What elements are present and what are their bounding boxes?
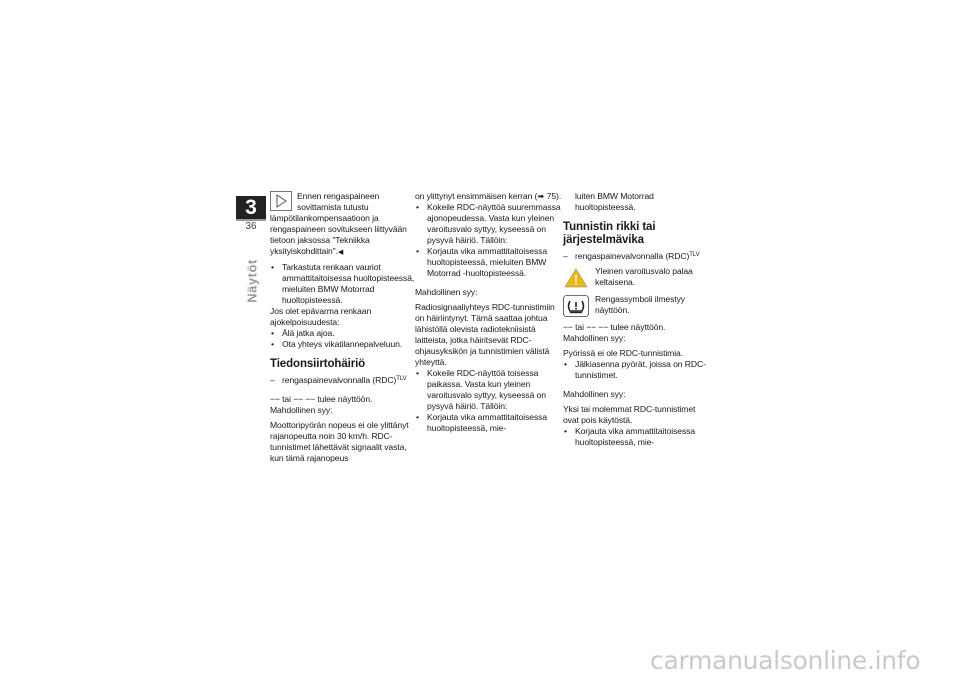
variant-sup: TLV — [396, 376, 407, 382]
display-line: −− tai −− −− tulee näyttöön. — [270, 394, 373, 404]
note-body-text: lämpötilankompensaatioon ja rengaspaineen sovitukseen liittyvään tietoon jaksossa "Tekniikka yksityiskohdittain". — [270, 213, 407, 256]
list-item: • Ota yhteys vikatilannepalveluun. — [270, 339, 420, 350]
chapter-tab — [236, 196, 266, 234]
list-item: • Kokeile RDC-näyttöä suuremmassa ajonopeudessa. Vasta kun yleinen varoitusvalo syttyy, kyseessä on pysyvä häiriö. Tällöin: — [415, 202, 565, 246]
list-item: • Älä jatka ajoa. — [270, 328, 420, 339]
list-item: • Korjauta vika ammattitaitoisessa huoltopisteessä, mie- — [415, 412, 565, 434]
warning-block — [563, 266, 713, 290]
play-triangle-icon — [270, 191, 292, 211]
dash-mark: – — [270, 375, 275, 385]
chapter-title: Näytöt — [244, 259, 260, 303]
note-block — [270, 191, 420, 213]
paragraph: on ylittynyt ensimmäisen kerran (➠ 75). — [415, 191, 562, 201]
cause-label: Mahdollinen syy: — [563, 333, 626, 343]
paragraph: luiten BMW Motorrad huoltopisteessä. — [575, 191, 654, 212]
page-number: 36 — [245, 221, 257, 232]
note-line-1: Ennen rengaspaineen — [297, 191, 380, 201]
cause-label: Mahdollinen syy: — [563, 389, 626, 399]
tyre-block — [563, 294, 713, 318]
note-line-2: sovittamista tutustu — [297, 202, 369, 212]
variant-label: rengaspainevalvonnalla (RDC) — [575, 251, 690, 261]
dash-mark: – — [563, 251, 568, 261]
cause-text: Radiosignaaliyhteys RDC-tunnistimiin on häiriintynyt. Tämä saattaa johtua lähistöllä olevista radiotekniisistä laitteista, jotka häiritsevät RDC-ohjausyksikön ja tunnistimien välistä yhteyttä. — [415, 302, 555, 367]
section-heading: Tunnistin rikki tai järjestelmävika — [563, 221, 656, 246]
chapter-number: 3 — [236, 196, 266, 220]
variant-line — [563, 251, 713, 262]
section-heading: Tiedonsiirtohäiriö — [270, 358, 366, 370]
list-item: • Korjauta vika ammattitaitoisessa huoltopisteessä, mieluiten BMW Motorrad -huoltopisteessä. — [415, 246, 565, 279]
paragraph: Jos olet epävarma renkaan ajokelpoisuudesta: — [270, 306, 372, 327]
variant-label: rengaspainevalvonnalla (RDC) — [282, 375, 397, 385]
watermark: carmanualsonline.info — [650, 646, 921, 675]
cause-text: Pyörissä ei ole RDC-tunnistimia. — [563, 348, 684, 358]
end-mark-icon: ◀ — [337, 249, 344, 256]
cause-text: Moottoripyörän nopeus ei ole ylittänyt rajanopeutta noin 30 km/h. RDC-tunnistimet lähettävät signaalit vasta, kun tämä rajanopeus — [270, 420, 409, 463]
list-item: • Tarkastuta renkaan vauriot ammattitaitoisessa huoltopisteessä, mieluiten BMW Motorrad huoltopisteessä. — [270, 262, 420, 306]
column-1 — [270, 191, 420, 464]
cause-text: Yksi tai molemmat RDC-tunnistimet ovat pois käytöstä. — [563, 404, 696, 425]
list-item: • Jälkiasenna pyörät, joissa on RDC-tunnistimet. — [563, 359, 713, 381]
display-line: −− tai −− −− tulee näyttöön. — [563, 322, 666, 332]
cause-label: Mahdollinen syy: — [415, 287, 478, 297]
tyre-text: Rengassymboli ilmestyy näyttöön. — [595, 294, 685, 315]
column-2 — [415, 191, 565, 434]
column-3 — [563, 191, 713, 448]
list-item: • Kokeile RDC-näyttöä toisessa paikassa. Vasta kun yleinen varoitusvalo syttyy, kyseessä on pysyvä häiriö. Tällöin: — [415, 368, 565, 412]
note-body — [270, 213, 420, 258]
variant-sup: TLV — [689, 252, 700, 258]
variant-line — [270, 375, 420, 386]
cause-label: Mahdollinen syy: — [270, 405, 333, 415]
warning-text: Yleinen varoitusvalo palaa keltaisena. — [595, 266, 693, 287]
warning-triangle-icon — [563, 267, 589, 289]
tyre-pressure-icon — [563, 295, 589, 317]
list-item: • Korjauta vika ammattitaitoisessa huoltopisteessä, mie- — [563, 426, 713, 448]
